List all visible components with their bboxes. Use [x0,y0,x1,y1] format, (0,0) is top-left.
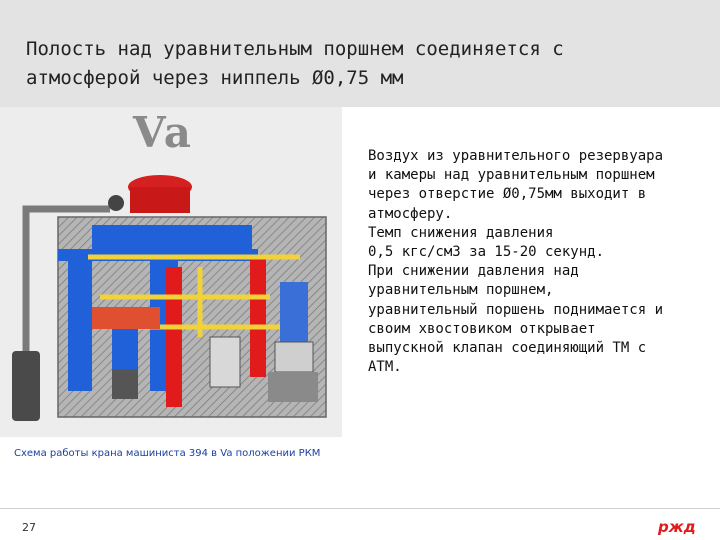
reservoir-tank [12,351,40,421]
page-number: 27 [22,521,36,534]
slide-title: Полость над уравнительным поршнем соединяется с атмосферой через ниппель Ø0,75 мм [26,38,564,89]
paragraph-2: Темп снижения давления [368,224,554,241]
rzd-logo [656,517,700,539]
brake-line-channel [166,267,182,407]
release-valve [280,282,308,342]
footer-divider [0,508,720,509]
paragraph-3: 0,5 кгс/см3 за 15-20 секунд. [368,244,605,261]
description-text [368,147,668,377]
paragraph-1: Воздух из уравнительного резервуара и камеры над уравнительным поршнем через отверстие Ø0,75мм выходит в атмосферу. [368,148,664,222]
paragraph-4: При снижении давления над уравнительным поршнем, уравнительный поршень поднимается и своим хвостовиком открывает выпускной клапан соединяющий ТМ с АТМ. [368,263,664,376]
equalizing-piston [92,307,160,329]
svg-text:ржд: ржд [658,518,696,535]
position-label: Va [133,108,193,157]
figure-caption: Схема работы крана машиниста 394 в Va положении РКМ [14,448,321,459]
